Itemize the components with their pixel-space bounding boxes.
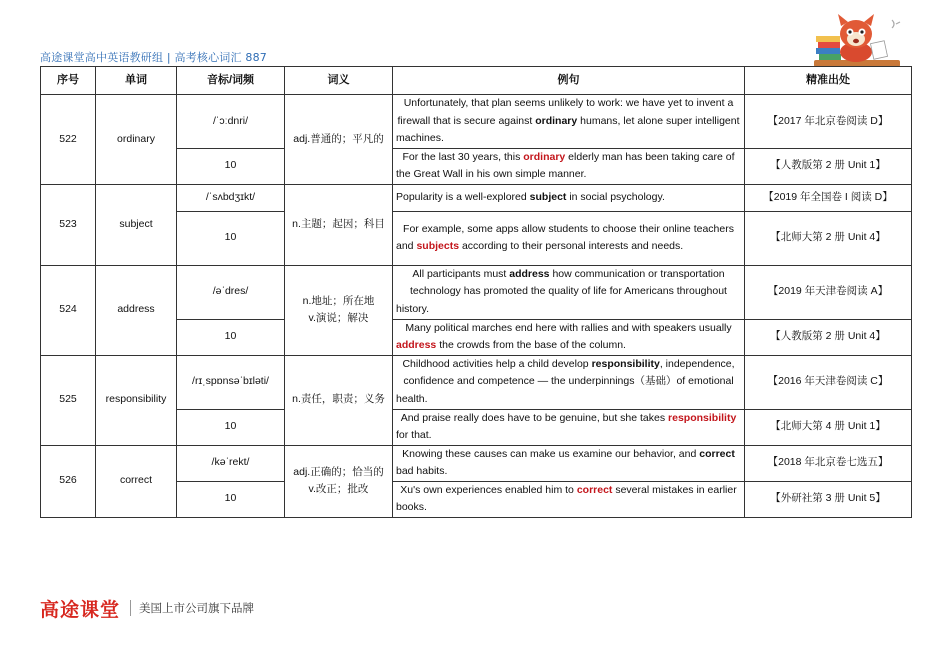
keyword-highlight: ordinary xyxy=(523,150,566,163)
sentence-text: in social psychology. xyxy=(566,190,665,203)
example-sentence xyxy=(393,409,745,445)
entry-number: 522 xyxy=(41,95,96,185)
entry-number: 526 xyxy=(41,445,96,517)
meaning-line: n.责任，职责；义务 xyxy=(292,393,385,406)
entry-word: subject xyxy=(96,184,177,265)
entry-phonetic: /kəˈrekt/ xyxy=(177,445,285,481)
entry-frequency: 10 xyxy=(177,481,285,517)
sentence-text: the crowds from the base of the column. xyxy=(436,339,626,351)
meaning-line: v.改正；批改 xyxy=(308,483,369,495)
entry-number: 524 xyxy=(41,265,96,355)
column-header-number: 序号 xyxy=(41,67,96,95)
sentence-text: for that. xyxy=(396,429,432,441)
meaning-line: adj.普通的；平凡的 xyxy=(293,132,384,145)
keyword-highlight: responsibility xyxy=(591,357,660,370)
entry-meaning xyxy=(285,265,393,355)
column-header-example: 例句 xyxy=(393,67,745,95)
table-row xyxy=(41,184,912,211)
footer xyxy=(40,596,254,620)
sentence-text: Xu's own experiences enabled him to xyxy=(400,483,577,496)
example-sentence xyxy=(393,148,745,184)
footer-divider xyxy=(130,600,131,616)
entry-frequency: 10 xyxy=(177,148,285,184)
table-row xyxy=(41,445,912,481)
entry-frequency: 10 xyxy=(177,319,285,355)
keyword-highlight: subject xyxy=(529,190,567,203)
meaning-line: n.主题；起因；科目 xyxy=(292,217,385,230)
example-source: 【外研社第 3 册 Unit 5】 xyxy=(745,481,912,517)
sentence-text: For example, some apps allow students to choose their online teachers and xyxy=(396,222,734,252)
example-source: 【北师大第 4 册 Unit 1】 xyxy=(745,409,912,445)
example-sentence xyxy=(393,481,745,517)
sentence-text: Childhood activities help a child develop xyxy=(402,357,592,370)
example-source: 【2017 年北京卷阅读 D】 xyxy=(745,95,912,149)
entry-phonetic: /ˈɔːdnri/ xyxy=(177,95,285,149)
sentence-text: For the last 30 years, this xyxy=(402,150,524,163)
entry-meaning xyxy=(285,355,393,445)
entry-word: address xyxy=(96,265,177,355)
example-source: 【2019 年天津卷阅读 A】 xyxy=(745,265,912,319)
mascot-icon xyxy=(808,12,904,70)
example-sentence xyxy=(393,445,745,481)
table-row xyxy=(41,265,912,319)
entry-phonetic: /ˈsʌbdʒɪkt/ xyxy=(177,184,285,211)
entry-word: responsibility xyxy=(96,355,177,445)
sentence-text: Popularity is a well-explored xyxy=(396,190,530,203)
entry-meaning xyxy=(285,95,393,185)
entry-frequency: 10 xyxy=(177,409,285,445)
keyword-highlight: ordinary xyxy=(535,114,578,127)
sentence-text: humans, let alone super intelligent machines. xyxy=(396,114,740,144)
entry-meaning xyxy=(285,445,393,517)
keyword-highlight: address xyxy=(509,267,550,280)
entry-phonetic: /rɪˌspɒnsəˈbɪləti/ xyxy=(177,355,285,409)
sentence-text: All participants must xyxy=(412,267,510,280)
example-sentence xyxy=(393,355,745,409)
sentence-text: Many political marches end here with rallies and with speakers usually xyxy=(405,321,732,334)
sentence-text: Knowing these causes can make us examine our behavior, and xyxy=(402,447,700,460)
keyword-highlight: correct xyxy=(699,447,735,460)
example-sentence xyxy=(393,319,745,355)
example-sentence xyxy=(393,95,745,149)
column-header-source: 精准出处 xyxy=(745,67,912,95)
example-source: 【2016 年天津卷阅读 C】 xyxy=(745,355,912,409)
entry-number: 523 xyxy=(41,184,96,265)
sentence-text: several mistakes in earlier books. xyxy=(396,483,737,513)
example-sentence xyxy=(393,184,745,211)
sentence-text: according to their personal interests and needs. xyxy=(459,240,684,252)
keyword-highlight: correct xyxy=(576,483,613,496)
column-header-word: 单词 xyxy=(96,67,177,95)
keyword-highlight: address xyxy=(396,339,437,351)
brand-logo: 高途课堂 xyxy=(40,598,121,621)
example-source: 【2019 年全国卷 I 阅读 D】 xyxy=(745,184,912,211)
example-source: 【人教版第 2 册 Unit 4】 xyxy=(745,319,912,355)
meaning-line: v.演说；解决 xyxy=(308,312,369,324)
meaning-line: adj.正确的；恰当的 xyxy=(293,465,384,478)
entry-phonetic: /əˈdres/ xyxy=(177,265,285,319)
example-sentence xyxy=(393,211,745,265)
entry-word: correct xyxy=(96,445,177,517)
header-title: 高途课堂高中英语教研组 | 高考核心词汇 887 xyxy=(40,51,267,64)
column-header-phonetic: 音标/词频 xyxy=(177,67,285,95)
sentence-text: And praise really does have to be genuine, but she takes xyxy=(400,411,669,424)
vocabulary-table xyxy=(40,66,912,518)
entry-word: ordinary xyxy=(96,95,177,185)
entry-number: 525 xyxy=(41,355,96,445)
sentence-text: , independence, confidence and competence — the underpinnings（基础）of emotional health. xyxy=(396,357,735,405)
example-source: 【人教版第 2 册 Unit 1】 xyxy=(745,148,912,184)
column-header-meaning: 词义 xyxy=(285,67,393,95)
sentence-text: Unfortunately, that plan seems unlikely to work: we have yet to invent a firewall that is secure against xyxy=(397,97,734,127)
keyword-highlight: responsibility xyxy=(668,411,737,424)
table-row xyxy=(41,355,912,409)
brand-slogan: 美国上市公司旗下品牌 xyxy=(139,601,255,615)
table-header-row xyxy=(41,67,912,95)
example-source: 【2018 年北京卷七选五】 xyxy=(745,445,912,481)
table-row xyxy=(41,95,912,149)
keyword-highlight: subjects xyxy=(416,240,460,252)
example-source: 【北师大第 2 册 Unit 4】 xyxy=(745,211,912,265)
meaning-line: n.地址；所在地 xyxy=(302,294,375,307)
sentence-text: how communication or transportation technology has promoted the quality of life for Americans throughout history. xyxy=(396,267,727,315)
entry-frequency: 10 xyxy=(177,211,285,265)
entry-meaning xyxy=(285,184,393,265)
sentence-text: bad habits. xyxy=(396,465,448,477)
sentence-text: elderly man has been taking care of the Great Wall in his own simple manner. xyxy=(396,150,735,180)
example-sentence xyxy=(393,265,745,319)
